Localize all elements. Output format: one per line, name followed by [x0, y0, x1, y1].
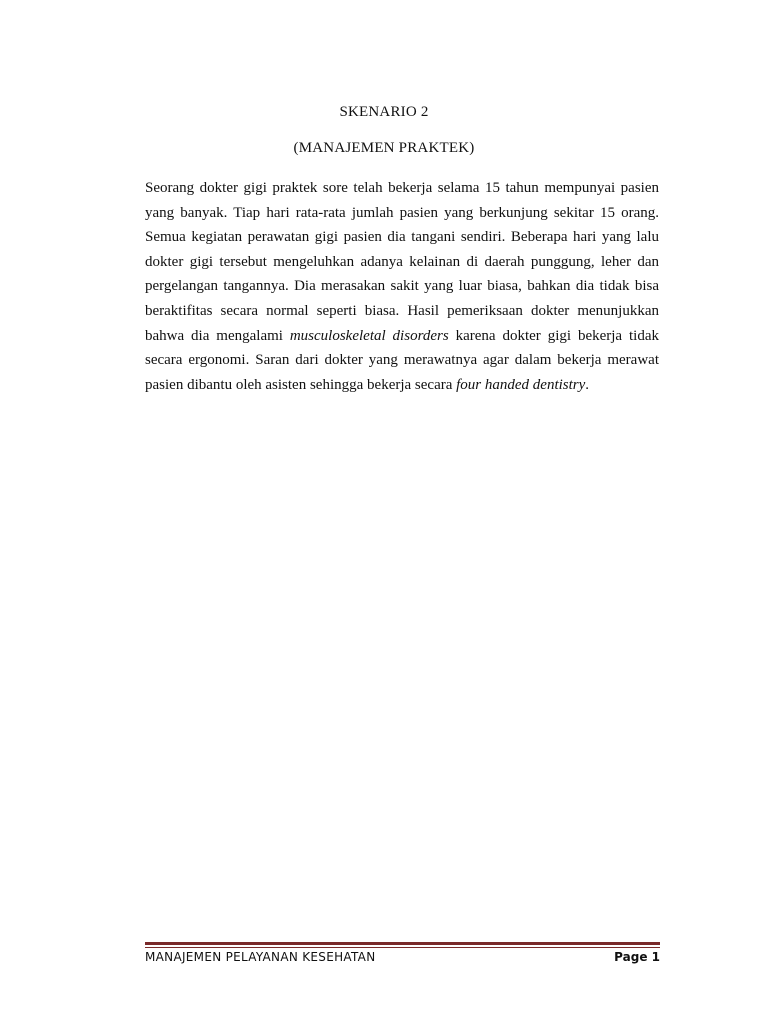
- document-title: SKENARIO 2: [339, 104, 429, 120]
- scenario-paragraph: [145, 176, 659, 397]
- page-number: Page 1: [614, 950, 660, 964]
- footer-rule-thin: [145, 947, 660, 948]
- footer-rule-thick: [145, 942, 660, 945]
- document-subtitle: (MANAJEMEN PRAKTEK): [293, 140, 475, 156]
- paragraph-text-2: karena dokter gigi bekerja tidak secara ergonomi. Saran dari dokter yang merawatnya agar dalam bekerja merawat pasien dibantu oleh asisten sehingga bekerja secara: [145, 327, 659, 393]
- paragraph-italic-term-2: four handed dentistry: [456, 376, 586, 393]
- footer-title: MANAJEMEN PELAYANAN KESEHATAN: [145, 950, 376, 964]
- paragraph-text-3: .: [585, 376, 590, 393]
- paragraph-text-1: Seorang dokter gigi praktek sore telah bekerja selama 15 tahun mempunyai pasien yang banyak. Tiap hari rata-rata jumlah pasien yang berkunjung sekitar 15 orang. Semua kegiatan perawatan gigi pasien dia tangani sendiri. Beberapa hari yang lalu dokter gigi tersebut mengeluhkan adanya kelainan di daerah punggung, leher dan pergelangan tangannya. Dia merasakan sakit yang luar biasa, bahkan dia tidak bisa beraktifitas secara normal seperti biasa. Hasil pemeriksaan dokter menunjukkan bahwa dia mengalami: [145, 180, 659, 344]
- paragraph-italic-term-1: musculoskeletal disorders: [289, 327, 449, 344]
